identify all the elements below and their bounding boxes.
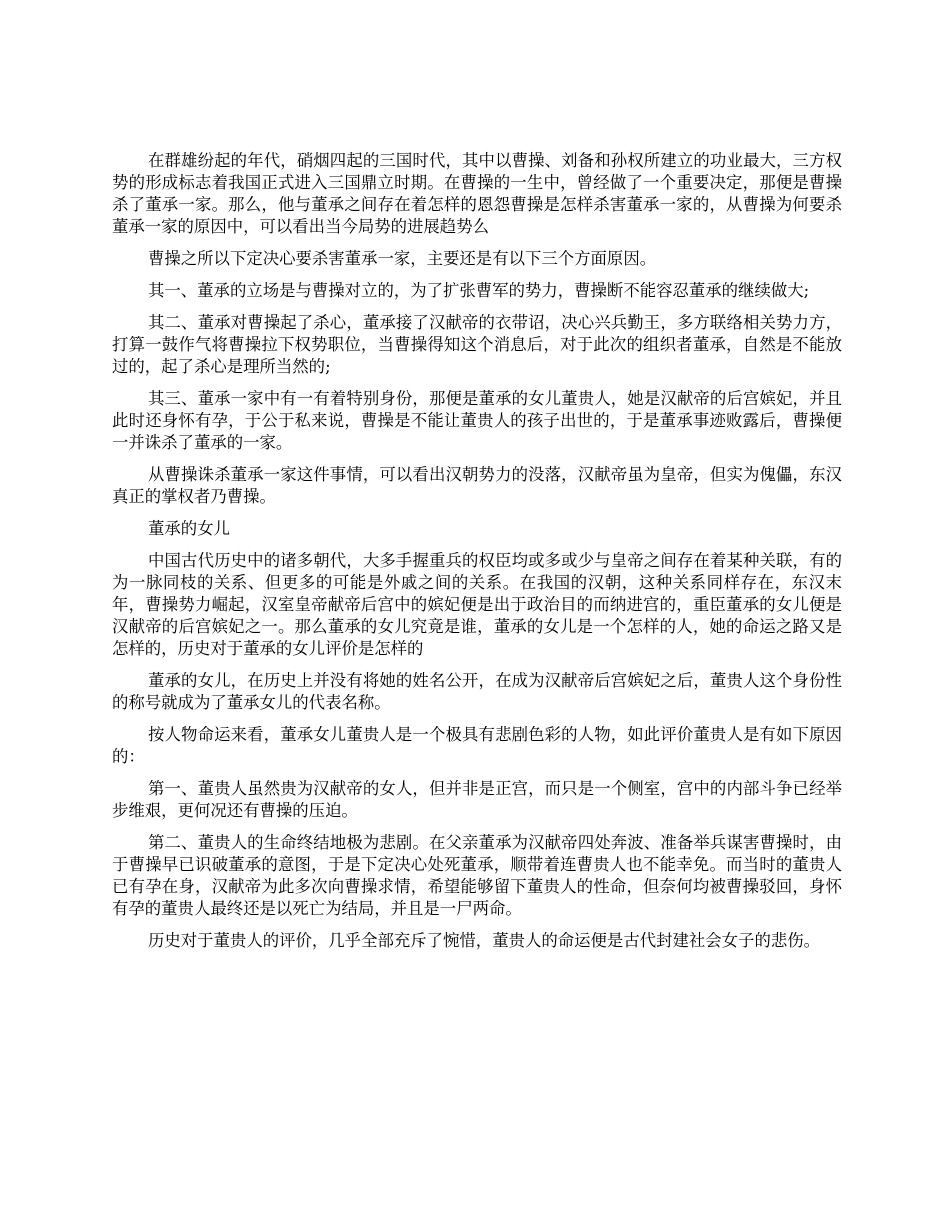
- paragraph-daughter-name: 董承的女儿，在历史上并没有将她的姓名公开，在成为汉献帝后宫嫔妃之后，董贵人这个身份性的称号就成为了董承女儿的代表名称。: [112, 671, 842, 712]
- document-page: [112, 150, 842, 962]
- paragraph-intro: 在群雄纷起的年代，硝烟四起的三国时代，其中以曹操、刘备和孙权所建立的功业最大，三方权势的形成标志着我国正式进入三国鼎立时期。在曹操的一生中，曾经做了一个重要决定，那便是曹操杀了董承一家。那么，他与董承之间存在着怎样的恩怨曹操是怎样杀害董承一家的，从曹操为何要杀董承一家的原因中，可以看出当今局势的进展趋势么: [112, 151, 842, 236]
- paragraph-reason-two: 其二、董承对曹操起了杀心，董承接了汉献帝的衣带诏，决心兴兵勤王，多方联络相关势力方，打算一鼓作气将曹操拉下权势职位，当曹操得知这个消息后，对于此次的组织者董承，自然是不能放过的，起了杀心是理所当然的;: [112, 313, 842, 376]
- section-heading-daughter: 董承的女儿: [148, 519, 230, 538]
- paragraph-history-evaluation: 历史对于董贵人的评价，几乎全部充斥了惋惜，董贵人的命运便是古代封建社会女子的悲伤。: [148, 931, 821, 950]
- paragraph-daughter-intro: 中国古代历史中的诸多朝代，大多手握重兵的权臣均或多或少与皇帝之间存在着某种关联，有的为一脉同枝的关系、但更多的可能是外戚之间的关系。在我国的汉朝，这种关系同样存在，东汉末年，曹操势力崛起，汉室皇帝献帝后宫中的嫔妃便是出于政治目的而纳进宫的，重臣董承的女儿便是汉献帝的后宫嫔妃之一。那么董承的女儿究竟是谁，董承的女儿是一个怎样的人，她的命运之路又是怎样的，历史对于董承的女儿评价是怎样的: [112, 551, 842, 658]
- paragraph-reasons-intro: 曹操之所以下定决心要杀害董承一家，主要还是有以下三个方面原因。: [148, 249, 657, 268]
- paragraph-fate-second: 第二、董贵人的生命终结地极为悲剧。在父亲董承为汉献帝四处奔波、准备举兵谋害曹操时，由于曹操早已识破董承的意图，于是下定决心处死董承，顺带着连曹贵人也不能幸免。而当时的董贵人已有孕在身，汉献帝为此多次向曹操求情，希望能够留下董贵人的性命，但奈何均被曹操驳回，身怀有孕的董贵人最终还是以死亡为结局，并且是一尸两命。: [112, 833, 842, 918]
- paragraph-fate-first: 第一、董贵人虽然贵为汉献帝的女人，但并非是正宫，而只是一个侧室，宫中的内部斗争已经举步维艰，更何况还有曹操的压迫。: [112, 779, 842, 820]
- paragraph-reason-one: 其一、董承的立场是与曹操对立的，为了扩张曹军的势力，曹操断不能容忍董承的继续做大;: [148, 281, 810, 300]
- paragraph-daughter-fate: 按人物命运来看，董承女儿董贵人是一个极具有悲剧色彩的人物，如此评价董贵人是有如下原因的：: [112, 725, 842, 766]
- paragraph-conclusion: 从曹操诛杀董承一家这件事情，可以看出汉朝势力的没落，汉献帝虽为皇帝，但实为傀儡，东汉真正的掌权者乃曹操。: [112, 465, 842, 506]
- paragraph-reason-three: 其三、董承一家中有一有着特别身份，那便是董承的女儿董贵人，她是汉献帝的后宫嫔妃，并且此时还身怀有孕，于公于私来说，曹操是不能让董贵人的孩子出世的，于是董承事迹败露后，曹操便一并诛杀了董承的一家。: [112, 389, 842, 452]
